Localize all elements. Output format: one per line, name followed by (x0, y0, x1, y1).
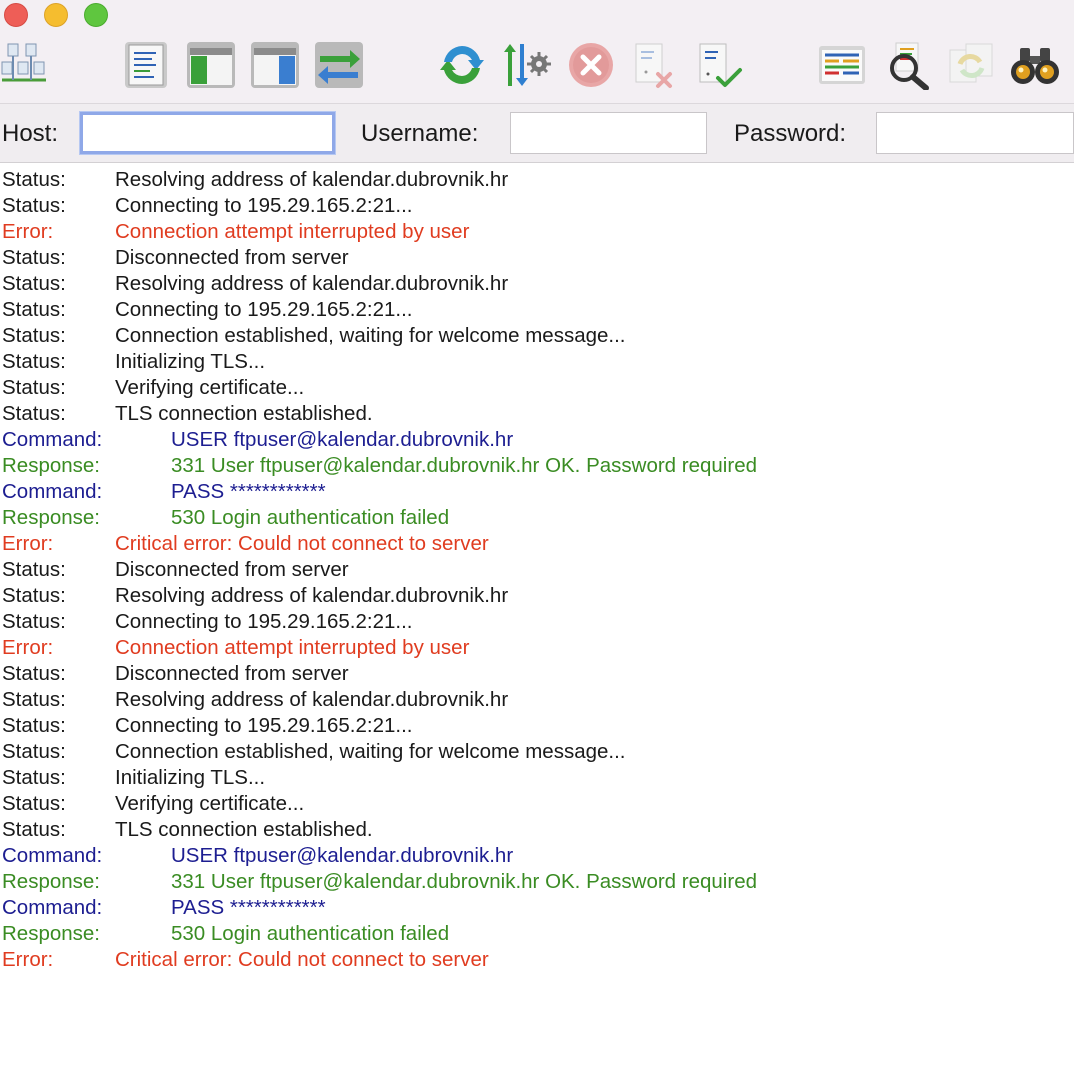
log-line-type: Status: (2, 350, 66, 373)
log-line-type: Status: (2, 584, 66, 607)
log-line-message: USER ftpuser@kalendar.dubrovnik.hr (171, 428, 514, 451)
log-line-type: Status: (2, 324, 66, 347)
username-input[interactable] (510, 112, 707, 154)
log-line-status (0, 739, 1074, 765)
site-manager-button[interactable] (0, 40, 50, 90)
log-line-status (0, 583, 1074, 609)
title-toolbar-area (0, 0, 1074, 103)
log-line-type: Command: (2, 844, 103, 867)
log-line-message: Connection attempt interrupted by user (115, 220, 470, 243)
log-line-message: Verifying certificate... (115, 376, 305, 399)
password-label: Password: (734, 120, 847, 147)
cancel-icon (566, 40, 616, 90)
filter-search-icon (882, 40, 932, 90)
log-line-message: Connecting to 195.29.165.2:21... (115, 610, 413, 633)
message-log[interactable] (0, 167, 1074, 1068)
log-line-status (0, 193, 1074, 219)
log-line-message: 331 User ftpuser@kalendar.dubrovnik.hr OK. Password required (171, 870, 757, 893)
log-line-command (0, 895, 1074, 921)
transfer-queue-icon (314, 40, 364, 90)
log-line-type: Command: (2, 896, 103, 919)
filename-filters-button[interactable] (882, 40, 932, 90)
log-line-message: Connecting to 195.29.165.2:21... (115, 298, 413, 321)
log-line-message: PASS ************ (171, 896, 326, 919)
log-line-message: TLS connection established. (115, 818, 373, 841)
log-line-message: Initializing TLS... (115, 766, 266, 789)
reconnect-button[interactable] (694, 40, 744, 90)
log-line-status (0, 349, 1074, 375)
log-line-message: Critical error: Could not connect to server (115, 948, 489, 971)
username-label: Username: (361, 120, 479, 147)
log-line-message: Connecting to 195.29.165.2:21... (115, 714, 413, 737)
remote-tree-icon (250, 40, 300, 90)
log-line-status (0, 271, 1074, 297)
log-line-message: TLS connection established. (115, 402, 373, 425)
log-line-message: USER ftpuser@kalendar.dubrovnik.hr (171, 844, 514, 867)
log-line-type: Status: (2, 376, 66, 399)
log-line-message: PASS ************ (171, 480, 326, 503)
log-line-message: Disconnected from server (115, 662, 349, 685)
log-line-type: Status: (2, 688, 66, 711)
log-line-status (0, 375, 1074, 401)
process-queue-button[interactable] (501, 40, 551, 90)
host-input[interactable] (80, 112, 335, 154)
minimize-window-button[interactable] (44, 3, 68, 27)
log-line-status (0, 401, 1074, 427)
log-line-status (0, 323, 1074, 349)
refresh-button[interactable] (437, 40, 487, 90)
log-line-type: Status: (2, 558, 66, 581)
log-line-error (0, 219, 1074, 245)
log-line-type: Status: (2, 662, 66, 685)
toggle-local-tree-button[interactable] (186, 40, 236, 90)
log-line-type: Command: (2, 480, 103, 503)
process-queue-icon (501, 40, 551, 90)
refresh-icon (437, 40, 487, 90)
log-line-message: Disconnected from server (115, 246, 349, 269)
log-line-message: Resolving address of kalendar.dubrovnik.hr (115, 688, 509, 711)
disconnect-button[interactable] (630, 40, 680, 90)
log-line-message: Disconnected from server (115, 558, 349, 581)
log-line-status (0, 765, 1074, 791)
log-line-response (0, 921, 1074, 947)
log-line-message: 530 Login authentication failed (171, 506, 450, 529)
disconnect-icon (630, 40, 680, 90)
log-line-message: 530 Login authentication failed (171, 922, 450, 945)
log-line-type: Status: (2, 272, 66, 295)
log-line-status (0, 713, 1074, 739)
log-line-type: Response: (2, 506, 101, 529)
quickconnect-bar (0, 103, 1074, 163)
log-line-type: Status: (2, 246, 66, 269)
close-window-button[interactable] (4, 3, 28, 27)
zoom-window-button[interactable] (84, 3, 108, 27)
log-line-error (0, 531, 1074, 557)
log-line-type: Error: (2, 532, 54, 555)
log-line-message: Resolving address of kalendar.dubrovnik.hr (115, 584, 509, 607)
log-line-command (0, 843, 1074, 869)
message-log-icon (122, 40, 172, 90)
log-line-status (0, 609, 1074, 635)
log-line-type: Error: (2, 948, 54, 971)
log-line-status (0, 297, 1074, 323)
log-line-response (0, 505, 1074, 531)
log-line-error (0, 947, 1074, 973)
log-line-message: Connection established, waiting for welcome message... (115, 740, 626, 763)
cancel-operation-button[interactable] (566, 40, 616, 90)
log-line-type: Response: (2, 922, 101, 945)
log-line-type: Error: (2, 220, 54, 243)
log-line-type: Status: (2, 194, 66, 217)
toggle-message-log-button[interactable] (122, 40, 172, 90)
log-line-type: Status: (2, 818, 66, 841)
log-line-message: 331 User ftpuser@kalendar.dubrovnik.hr OK. Password required (171, 454, 757, 477)
directory-comparison-button[interactable] (817, 40, 867, 90)
log-line-type: Status: (2, 298, 66, 321)
log-line-command (0, 479, 1074, 505)
log-line-message: Connection attempt interrupted by user (115, 636, 470, 659)
log-line-message: Critical error: Could not connect to server (115, 532, 489, 555)
log-line-type: Status: (2, 792, 66, 815)
log-line-status (0, 817, 1074, 843)
log-line-type: Status: (2, 402, 66, 425)
toggle-remote-tree-button[interactable] (250, 40, 300, 90)
reconnect-icon (694, 40, 744, 90)
site-manager-icon (0, 40, 50, 90)
log-line-status (0, 245, 1074, 271)
log-line-response (0, 869, 1074, 895)
log-line-message: Resolving address of kalendar.dubrovnik.hr (115, 168, 509, 191)
log-line-type: Response: (2, 454, 101, 477)
host-label: Host: (2, 120, 59, 147)
log-line-type: Status: (2, 766, 66, 789)
sync-browsing-icon (946, 40, 996, 90)
log-line-status (0, 661, 1074, 687)
log-line-status (0, 557, 1074, 583)
local-tree-icon (186, 40, 236, 90)
log-line-message: Connecting to 195.29.165.2:21... (115, 194, 413, 217)
log-line-message: Verifying certificate... (115, 792, 305, 815)
log-line-type: Response: (2, 870, 101, 893)
search-remote-files-button[interactable] (1010, 40, 1060, 90)
log-line-type: Status: (2, 740, 66, 763)
log-line-message: Resolving address of kalendar.dubrovnik.hr (115, 272, 509, 295)
log-line-response (0, 453, 1074, 479)
log-line-type: Status: (2, 610, 66, 633)
toggle-transfer-queue-button[interactable] (314, 40, 364, 90)
log-line-type: Command: (2, 428, 103, 451)
log-line-message: Initializing TLS... (115, 350, 266, 373)
binoculars-icon (1010, 40, 1060, 90)
log-line-status (0, 791, 1074, 817)
log-line-type: Status: (2, 168, 66, 191)
log-line-message: Connection established, waiting for welcome message... (115, 324, 626, 347)
log-line-type: Status: (2, 714, 66, 737)
sync-browsing-button[interactable] (946, 40, 996, 90)
log-line-error (0, 635, 1074, 661)
password-input[interactable] (876, 112, 1074, 154)
log-line-status (0, 687, 1074, 713)
log-line-status (0, 167, 1074, 193)
log-line-type: Error: (2, 636, 54, 659)
log-line-command (0, 427, 1074, 453)
directory-comparison-icon (817, 40, 867, 90)
